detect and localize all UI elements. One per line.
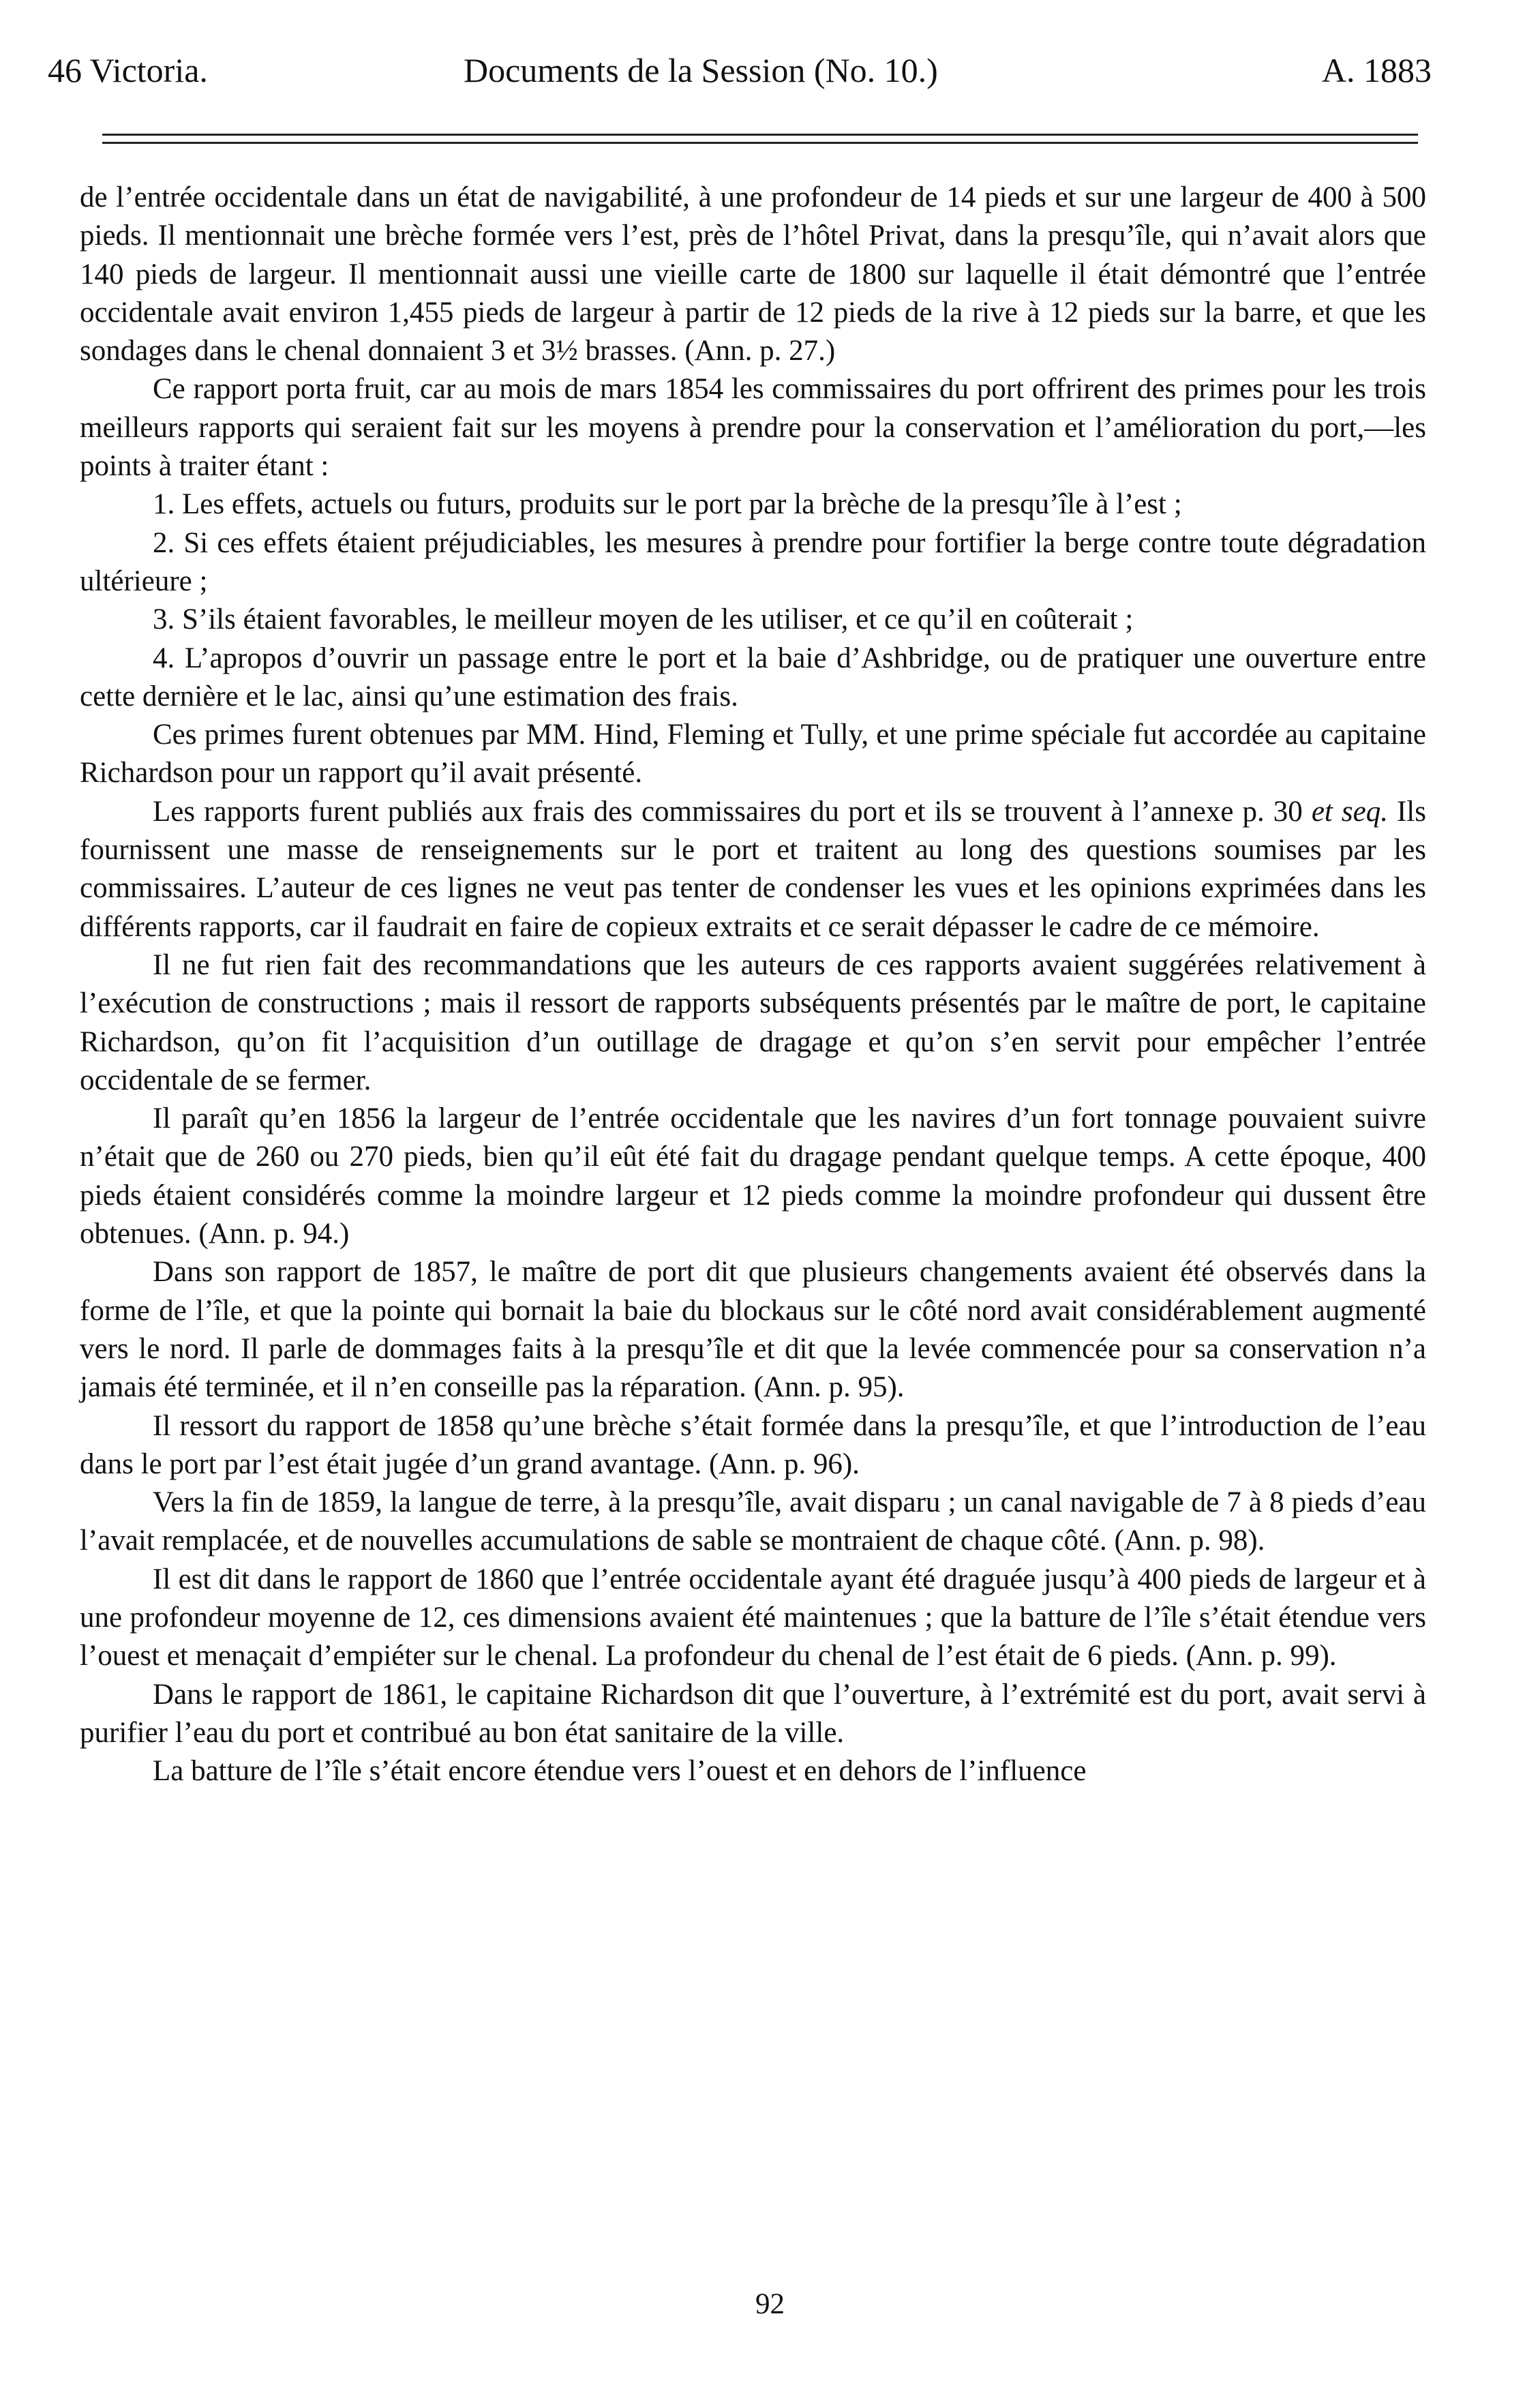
running-header [48, 46, 1432, 94]
header-publication-title: Documents de la Session (No. 10.) [464, 51, 938, 89]
paragraph-reports-published [80, 793, 1426, 946]
page-number: 92 [755, 2288, 785, 2320]
header-rule-bottom [102, 142, 1418, 144]
paragraph-batture: La batture de l’île s’était encore étendue vers l’ouest et en dehors de l’influence [153, 1755, 1087, 1788]
paragraph-1857: Dans son rapport de 1857, le maître de port dit que plusieurs changements avaient été observés dans la forme de l’île, et que la pointe qui bornait la baie du blockaus sur le côté nord avait considérablement augmenté vers le nord. Il parle de dommages faits à la presqu’île et dit que la levée commencée pour sa conservation n’a jamais été terminée, et il n’en conseille pas la réparation. (Ann. p. 95). [80, 1256, 1426, 1404]
body-text [80, 179, 1426, 1790]
paragraph-1856: Il paraît qu’en 1856 la largeur de l’entrée occidentale que les navires d’un fort tonnage pouvaient suivre n’était que de 260 ou 270 pieds, bien qu’il eût été fait du dragage pendant quelque temps. A cette époque, 400 pieds étaient considérés comme la moindre largeur et 12 pieds comme la moindre profondeur qui dussent être obtenues. (Ann. p. 94.) [80, 1102, 1426, 1250]
list-item-1: 1. Les effets, actuels ou futurs, produits sur le port par la brèche de la presqu’île à l’est ; [153, 488, 1182, 521]
paragraph-primes: Ce rapport porta fruit, car au mois de mars 1854 les commissaires du port offrirent des primes pour les trois meilleurs rapports qui seraient fait sur les moyens à prendre pour la conservation et l’amélioration du port,—les points à traiter étant : [80, 373, 1426, 483]
list-item-4: 4. L’apropos d’ouvrir un passage entre le port et la baie d’Ashbridge, ou de pratiquer une ouverture entre cette dernière et le lac, ainsi qu’une estimation des frais. [80, 642, 1426, 712]
header-regnal-year: 46 Victoria. [48, 51, 208, 89]
et-seq-italic: et seq. [1311, 795, 1388, 828]
list-item-2: 2. Si ces effets étaient préjudiciables, les mesures à prendre pour fortifier la berge contre toute dégradation ultérieure ; [80, 526, 1426, 597]
reports-text-after: Ils fournissent une masse de renseignements sur le port et traitent au long des questions soumises par les commissaires. L’auteur de ces lignes ne veut pas tenter de condenser les vues et les opinions exprimées dans les différents rapports, car il faudrait en faire de copieux extraits et ce serait dépasser le cadre de ce mémoire. [80, 795, 1426, 943]
paragraph-1860: Il est dit dans le rapport de 1860 que l’entrée occidentale ayant été draguée jusqu’à 400 pieds de largeur et à une profondeur moyenne de 12, ces dimensions avaient été maintenues ; que la batture de l’île s’était étendue vers l’ouest et menaçait d’empiéter sur le chenal. La profondeur du chenal de l’est était de 6 pieds. (Ann. p. 99). [80, 1563, 1426, 1672]
paragraph-1859: Vers la fin de 1859, la langue de terre, à la presqu’île, avait disparu ; un canal navigable de 7 à 8 pieds d’eau l’avait remplacée, et de nouvelles accumulations de sable se montraient de chaque côté. (Ann. p. 98). [80, 1486, 1426, 1557]
paragraph-1858: Il ressort du rapport de 1858 qu’une brèche s’était formée dans la presqu’île, et que l’introduction de l’eau dans le port par l’est était jugée d’un grand avantage. (Ann. p. 96). [80, 1409, 1426, 1480]
header-year: A. 1883 [1321, 51, 1432, 89]
paragraph-continuation: de l’entrée occidentale dans un état de navigabilité, à une profondeur de 14 pieds et sur une largeur de 400 à 500 pieds. Il mentionnait une brèche formée vers l’est, près de l’hôtel Privat, dans la presqu’île, qui n’avait alors que 140 pieds de largeur. Il mentionnait aussi une vieille carte de 1800 sur laquelle il était démontré que l’entrée occidentale avait environ 1,455 pieds de largeur à partir de 12 pieds de la rive à 12 pieds sur la barre, et que les sondages dans le chenal donnaient 3 et 3½ brasses. (Ann. p. 27.) [80, 181, 1426, 367]
header-rule-top [102, 134, 1418, 136]
paragraph-prize-winners: Ces primes furent obtenues par MM. Hind, Fleming et Tully, et une prime spéciale fut accordée au capitaine Richardson pour un rapport qu’il avait présenté. [80, 719, 1426, 790]
paragraph-recommendations: Il ne fut rien fait des recommandations que les auteurs de ces rapports avaient suggérées relativement à l’exécution de constructions ; mais il ressort de rapports subséquents présentés par le maître de port, le capitaine Richardson, qu’on fit l’acquisition d’un outillage de dragage et qu’on s’en servit pour empêcher l’entrée occidentale de se fermer. [80, 948, 1426, 1096]
paragraph-1861: Dans le rapport de 1861, le capitaine Richardson dit que l’ouverture, à l’extrémité est du port, avait servi à purifier l’eau du port et contribué au bon état sanitaire de la ville. [80, 1678, 1426, 1749]
list-item-3: 3. S’ils étaient favorables, le meilleur moyen de les utiliser, et ce qu’il en coûterait ; [153, 603, 1134, 636]
reports-text-before: Les rapports furent publiés aux frais des commissaires du port et ils se trouvent à l’annexe p. 30 [153, 795, 1312, 828]
